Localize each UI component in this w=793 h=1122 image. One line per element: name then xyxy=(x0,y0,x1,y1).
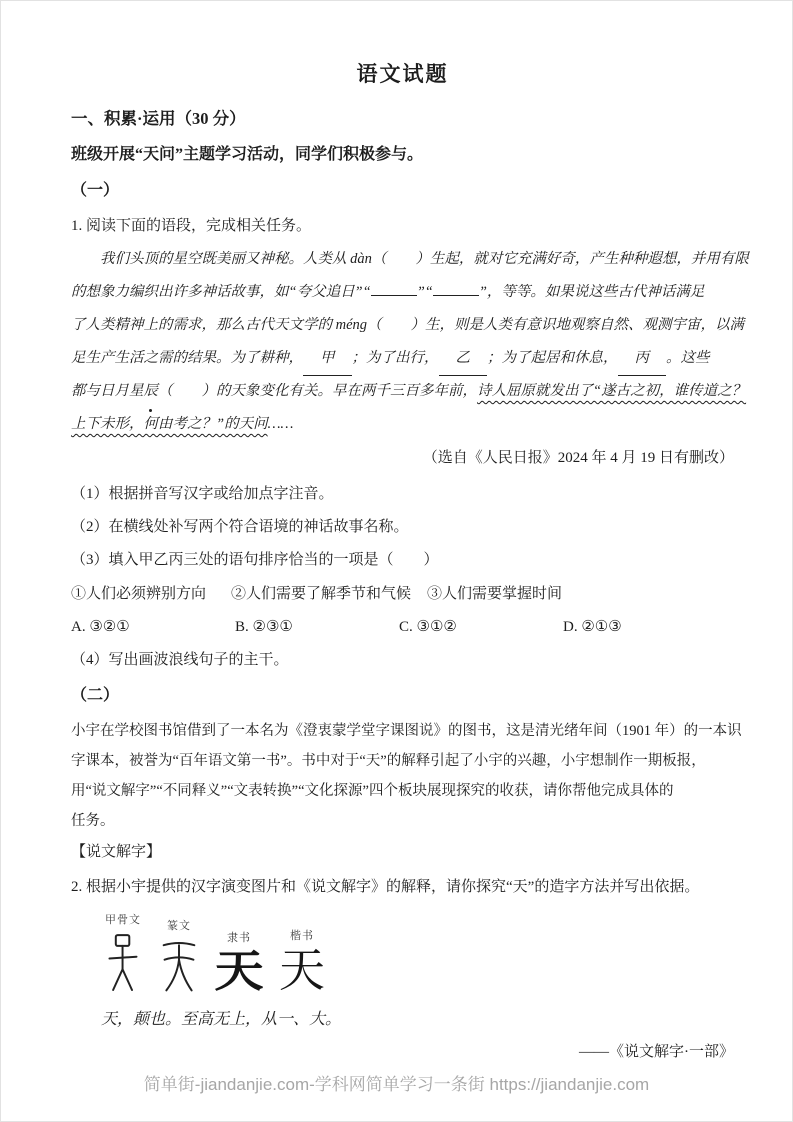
passage-line xyxy=(71,408,734,441)
question-1-4: （4）写出画波浪线句子的主干。 xyxy=(71,652,289,668)
evolution-column-seal xyxy=(159,917,199,994)
passage-line xyxy=(71,243,749,276)
fill-blank-myth-2 xyxy=(433,283,479,296)
clerical-script-char: 天 xyxy=(214,947,264,996)
sequence-item-2: ②人们需要了解季节和气候 xyxy=(231,586,412,602)
passage-text: 都与日月星 xyxy=(71,383,144,399)
part-two-intro-paragraph xyxy=(71,716,742,836)
evolution-column-clerical xyxy=(214,929,264,996)
passage-text: ”，等等。如果说这些古代神话满足 xyxy=(478,284,705,300)
question-1-1: （1）根据拼音写汉字或给加点字注音。 xyxy=(71,486,334,502)
evolution-column-regular xyxy=(279,927,325,994)
script-label-clerical: 隶书 xyxy=(227,932,251,944)
option-c: C. ③①② xyxy=(399,619,457,635)
regular-script-char: 天 xyxy=(279,945,325,996)
blank-jia: 甲 xyxy=(303,342,352,376)
evolution-columns xyxy=(105,911,734,994)
option-d: D. ②①③ xyxy=(563,619,622,635)
emphasized-char-chen xyxy=(144,375,159,408)
passage-text: …… xyxy=(267,416,294,432)
watermark-footer: 简单街-jiandanjie.com-学科网简单学习一条街 https://jiandanjie.com xyxy=(143,1075,650,1094)
intro-paragraph-line: 字课本，被誉为“百年语文第一书”。书中对于“天”的解释引起了小宇的兴趣，小宇想制作一期板报， xyxy=(71,753,706,769)
question-1-2: （2）在横线处补写两个符合语境的神话故事名称。 xyxy=(71,519,409,535)
fill-blank-myth-1 xyxy=(371,283,417,296)
sequence-item-1: ①人们必须辨别方向 xyxy=(71,586,207,602)
character-evolution-figure xyxy=(105,911,734,994)
passage-text: 的想象力编织出许多神话故事，如“夸父追日”“ xyxy=(71,284,371,300)
passage-text: ；为了出行， xyxy=(351,350,439,366)
passage-text: 足生产生活之需的结果。为了耕种， xyxy=(71,350,303,366)
passage-text: ；为了起居和休息， xyxy=(487,350,618,366)
shuowen-quote-source: ——《说文解字·一部》 xyxy=(579,1044,734,1060)
question-2-stem: 2. 根据小宇提供的汉字演变图片和《说文解字》的解释，请你探究“天”的造字方法并写出依据。 xyxy=(71,879,700,895)
intro-paragraph-line: 用“说文解字”“不同释义”“文表转换”“文化探源”四个板块展现探究的收获，请你帮他完成具体的 xyxy=(71,783,674,799)
passage-text: 了人类精神上的需求，那么古代天文学的 méng（ ）生，则是人类有意识地观察自然、观测宇宙，以满 xyxy=(71,317,745,333)
passage-text: 。这些 xyxy=(666,350,710,366)
evolution-column-oracle xyxy=(105,911,141,994)
passage-text: 我们头顶的星空既美丽又神秘。人类从 dàn（ ）生起，就对它充满好奇，产生种种遐想，并用有限 xyxy=(100,251,749,267)
intro-paragraph-line: 任务。 xyxy=(71,813,115,829)
passage-line xyxy=(71,276,734,309)
section-one-heading: 一、积累·运用（30 分） xyxy=(71,109,246,128)
activity-intro: 班级开展“天问”主题学习活动，同学们积极参与。 xyxy=(71,146,424,163)
sequence-item-3: ③人们需要掌握时间 xyxy=(427,586,563,602)
passage-text: 辰 xyxy=(143,383,158,399)
wavy-underline-text: 上下未形，何由考之？”的天问 xyxy=(71,416,268,432)
passage-line xyxy=(71,342,734,375)
part-two-label: （二） xyxy=(71,687,120,704)
shuowen-quote: 天，颠也。至高无上，从一、大。 xyxy=(101,1011,342,1028)
option-a: A. ③②① xyxy=(71,619,130,635)
reading-passage xyxy=(71,243,749,473)
block-label-shuowen: 【说文解字】 xyxy=(71,844,162,860)
question-1-3: （3）填入甲乙丙三处的语句排序恰当的一项是（ ） xyxy=(71,552,439,568)
blank-bing: 丙 xyxy=(618,342,667,376)
seal-script-glyph xyxy=(159,938,199,994)
script-label-seal: 篆文 xyxy=(167,920,191,932)
passage-text: ”“ xyxy=(416,284,433,300)
script-label-oracle: 甲骨文 xyxy=(105,914,141,926)
part-one-label: （一） xyxy=(71,182,120,199)
intro-paragraph-line: 小宇在学校图书馆借到了一本名为《澄衷蒙学堂字课图说》的图书，这是清光绪年间（1901 年）的一本识 xyxy=(71,723,742,739)
script-label-regular: 楷书 xyxy=(290,930,314,942)
passage-line xyxy=(71,309,745,342)
options-row xyxy=(71,616,734,639)
sequence-items-row xyxy=(71,583,734,606)
question-1-stem: 1. 阅读下面的语段，完成相关任务。 xyxy=(71,218,312,234)
passage-text: （ ）的天象变化有关。早在两千三百多年前， xyxy=(158,383,477,399)
blank-yi: 乙 xyxy=(439,342,488,376)
passage-line xyxy=(71,375,747,408)
option-b: B. ②③① xyxy=(235,619,293,635)
wavy-underline-text: 诗人屈原就发出了“遂古之初，谁传道之？ xyxy=(477,383,747,399)
passage-source: （选自《人民日报》2024 年 4 月 19 日有删改） xyxy=(422,450,734,466)
page-title: 语文试题 xyxy=(356,62,449,86)
page-content xyxy=(1,1,792,1064)
oracle-script-glyph xyxy=(105,932,141,994)
